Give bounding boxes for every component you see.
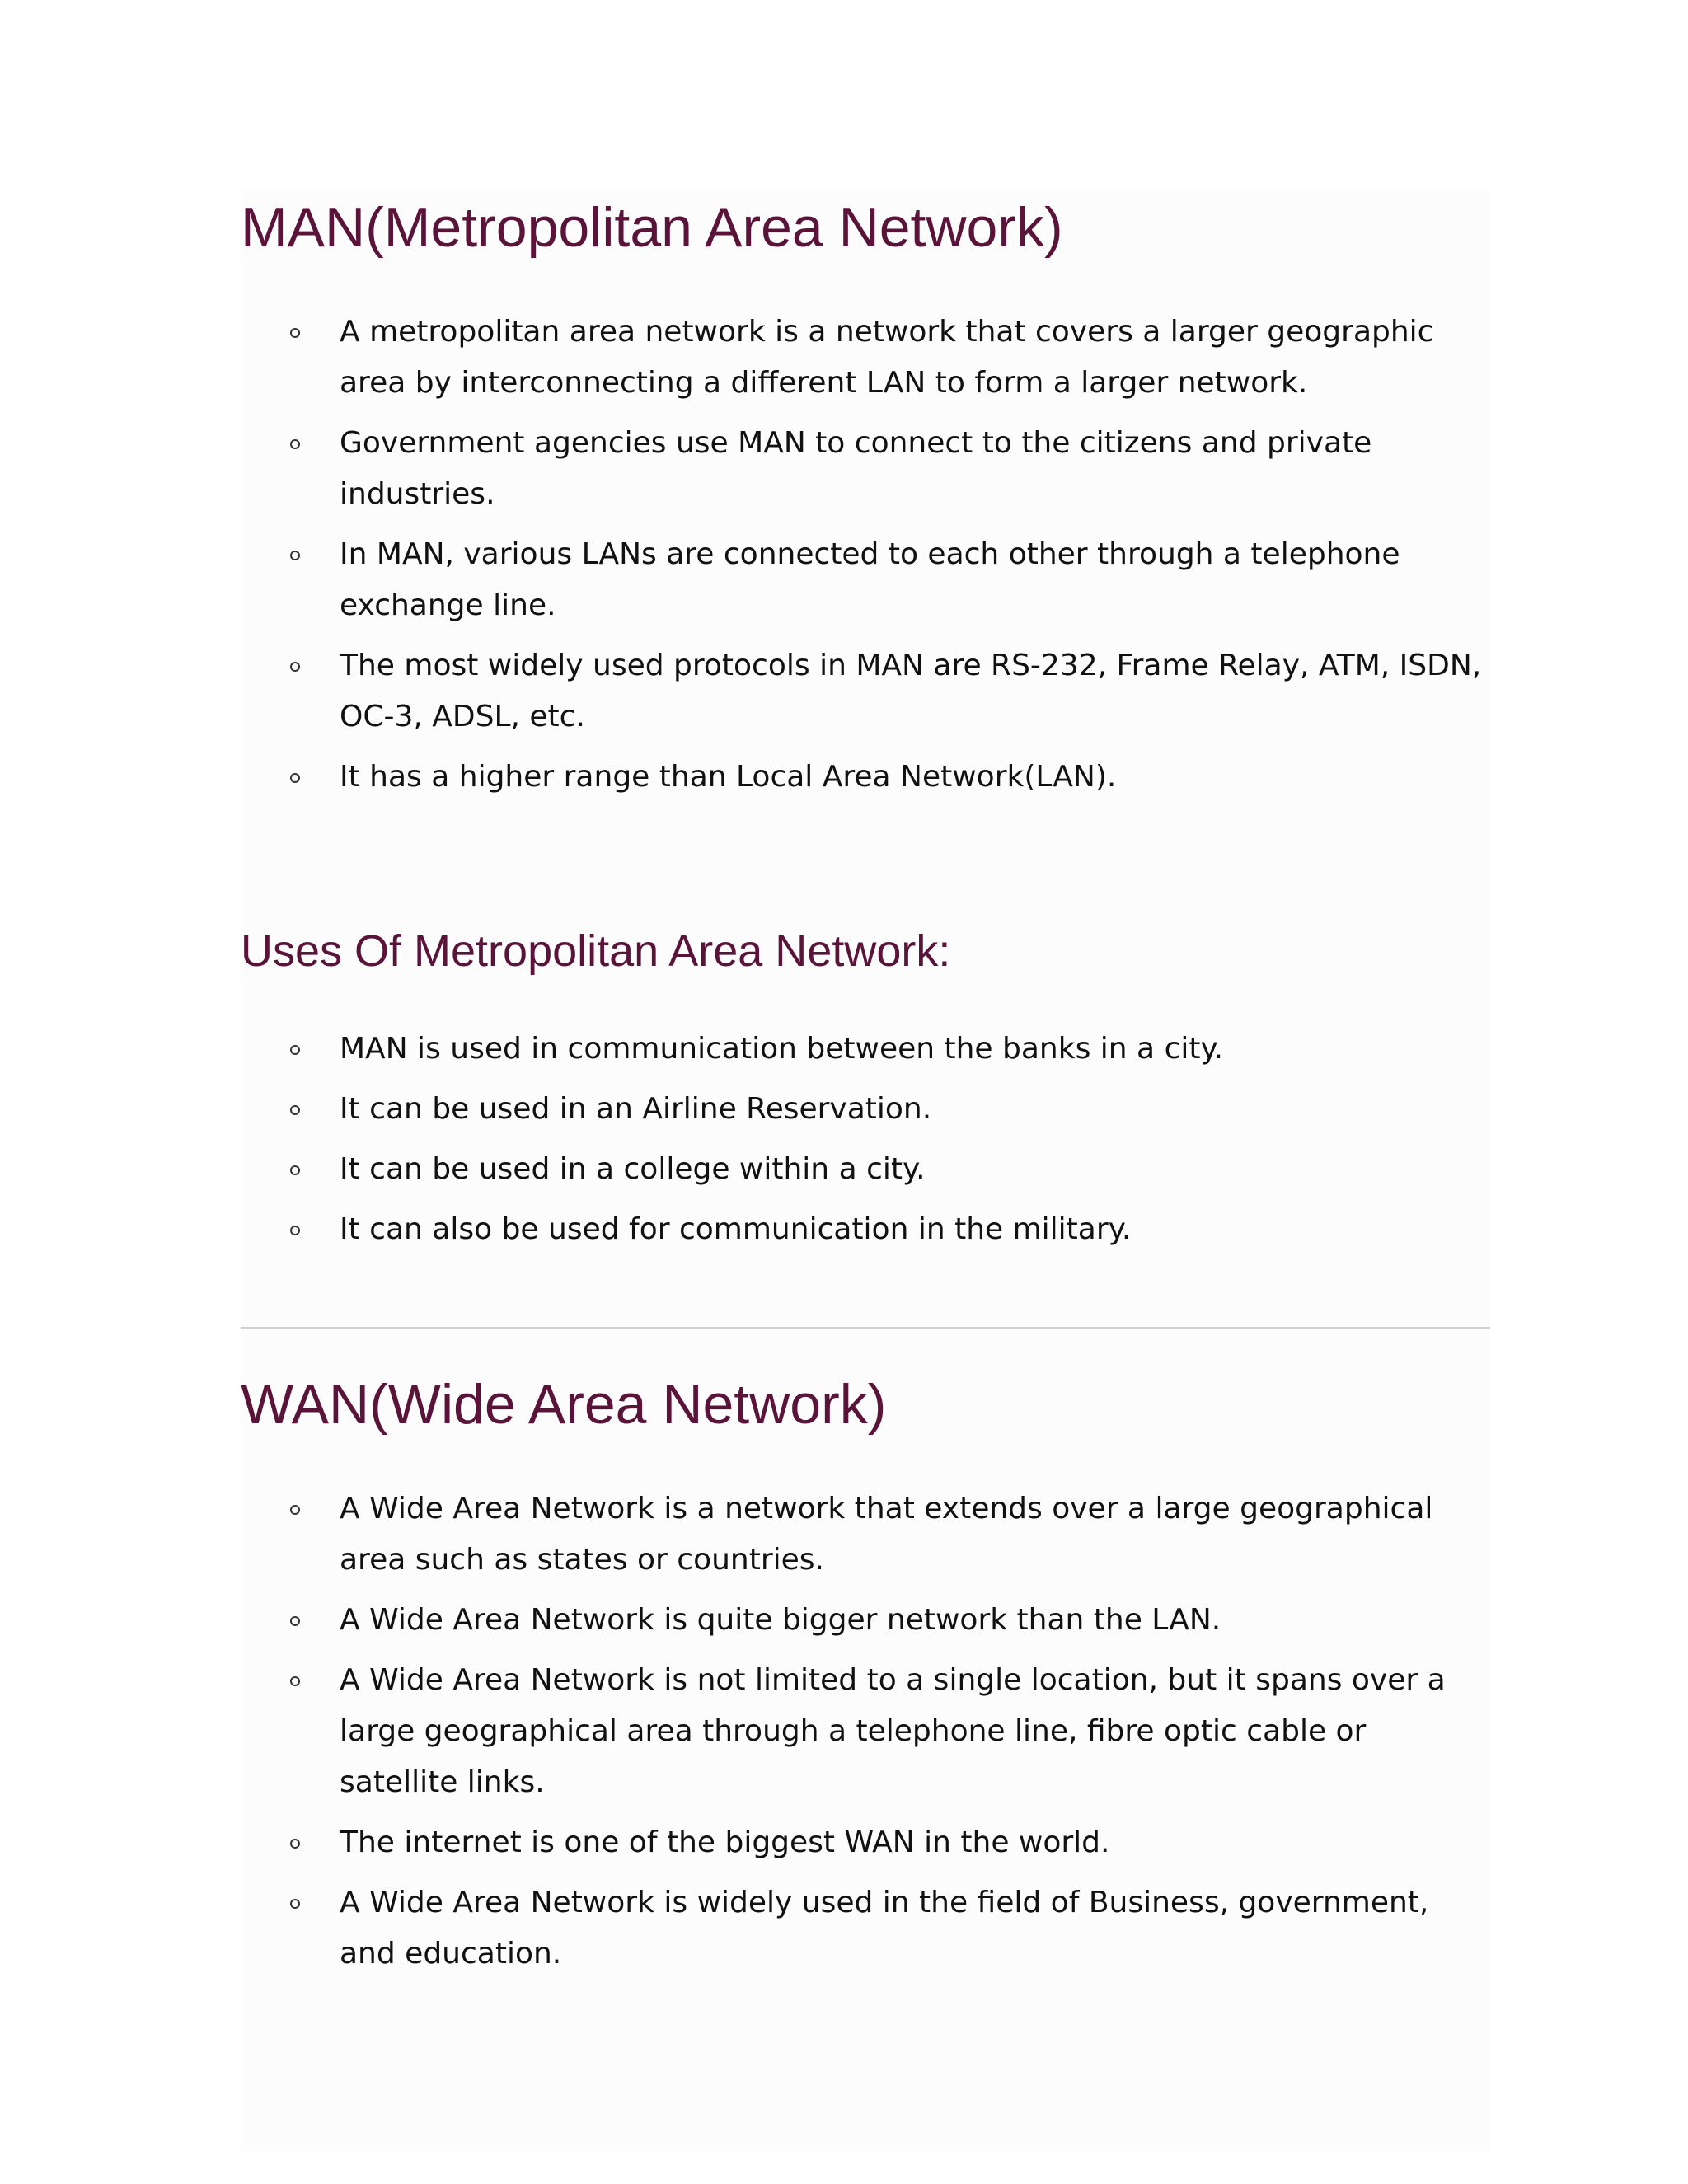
list-item: [241, 640, 1490, 743]
list-item-text: It has a higher range than Local Area Network(LAN).: [340, 760, 1117, 794]
list-item: [241, 1877, 1490, 1980]
list-item: [241, 1144, 1490, 1195]
list-item: [241, 1655, 1490, 1808]
hollow-bullet-icon: [290, 1839, 300, 1849]
list-item-text: It can be used in a college within a city.: [340, 1152, 926, 1186]
hollow-bullet-icon: [290, 328, 300, 338]
hollow-bullet-icon: [290, 1226, 300, 1235]
list-item: [241, 1024, 1490, 1075]
hollow-bullet-icon: [290, 1616, 300, 1626]
hollow-bullet-icon: [290, 1105, 300, 1115]
hollow-bullet-icon: [290, 551, 300, 560]
list-item: [241, 1204, 1490, 1255]
list-item-text: A metropolitan area network is a network that covers a larger geographic area by interconnecting a different LAN to form a larger network.: [340, 315, 1434, 400]
list-item: [241, 1595, 1490, 1646]
list-item-text: A Wide Area Network is a network that extends over a large geographical area such as states or countries.: [340, 1492, 1433, 1577]
list-item-text: MAN is used in communication between the banks in a city.: [340, 1032, 1224, 1066]
uses-list: [241, 1024, 1490, 1264]
list-item-text: The internet is one of the biggest WAN in the world.: [340, 1825, 1110, 1859]
list-item-text: A Wide Area Network is not limited to a single location, but it spans over a large geographical area through a telephone line, fibre optic cable or satellite links.: [340, 1663, 1446, 1799]
list-item: [241, 307, 1490, 409]
hollow-bullet-icon: [290, 1165, 300, 1175]
wan-list: [241, 1483, 1490, 1989]
list-item: [241, 418, 1490, 520]
list-item-text: A Wide Area Network is quite bigger network than the LAN.: [340, 1603, 1221, 1637]
hollow-bullet-icon: [290, 1676, 300, 1686]
list-item-text: The most widely used protocols in MAN are RS-232, Frame Relay, ATM, ISDN, OC-3, ADSL, etc.: [340, 649, 1482, 733]
list-item-text: Government agencies use MAN to connect to the citizens and private industries.: [340, 426, 1372, 511]
hollow-bullet-icon: [290, 1045, 300, 1055]
man-heading: MAN(Metropolitan Area Network): [241, 196, 1063, 259]
list-item-text: A Wide Area Network is widely used in the field of Business, government, and education.: [340, 1886, 1429, 1971]
hollow-bullet-icon: [290, 773, 300, 783]
list-item: [241, 752, 1490, 803]
section-divider: [241, 1327, 1490, 1329]
wan-heading: WAN(Wide Area Network): [241, 1373, 887, 1436]
hollow-bullet-icon: [290, 439, 300, 449]
list-item: [241, 1483, 1490, 1586]
uses-heading: Uses Of Metropolitan Area Network:: [241, 926, 951, 976]
list-item: [241, 529, 1490, 631]
list-item: [241, 1084, 1490, 1135]
man-list: [241, 307, 1490, 812]
list-item-text: It can also be used for communication in the military.: [340, 1212, 1132, 1246]
list-item: [241, 1817, 1490, 1868]
hollow-bullet-icon: [290, 662, 300, 672]
list-item-text: It can be used in an Airline Reservation.: [340, 1092, 932, 1126]
list-item-text: In MAN, various LANs are connected to each other through a telephone exchange line.: [340, 537, 1400, 622]
hollow-bullet-icon: [290, 1899, 300, 1909]
hollow-bullet-icon: [290, 1505, 300, 1515]
